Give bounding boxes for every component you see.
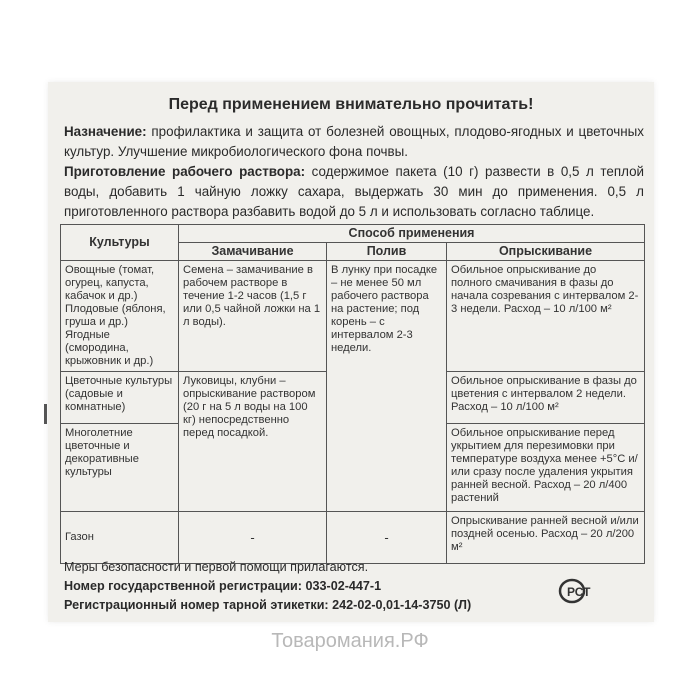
row3-cultures: Многолетние цветочные и декоративные культуры <box>61 424 179 512</box>
header-method: Способ применения <box>179 225 645 243</box>
header-spray: Опрыскивание <box>447 243 645 261</box>
row1-soak: Семена – замачивание в рабочем растворе в течение 1-2 часов (1,5 г или 0,5 чайной ложки на 1 л воды). <box>179 261 327 372</box>
water-cell: В лунку при посадке – не менее 50 мл рабочего раствора на растение; под корень – с интервалом 2-3 недели. <box>327 261 447 512</box>
row4-cultures: Газон <box>61 512 179 564</box>
row4-soak: - <box>179 512 327 564</box>
purpose-text: профилактика и защита от болезней овощных, плодово-ягодных и цветочных культур. Улучшение микробиологического фона почвы. <box>64 124 644 159</box>
intro-text <box>64 122 644 222</box>
row4-spray: Опрыскивание ранней весной и/или поздней осенью. Расход – 20 л/200 м² <box>447 512 645 564</box>
header-soak: Замачивание <box>179 243 327 261</box>
preparation-text: содержимое пакета (10 г) развести в 0,5 л теплой воды, добавить 1 чайную ложку сахара, выдержать 30 мин до применения. 0,5 л приготовленного раствора разбавить водой до 5 л и использовать согласно таблице. <box>64 164 644 219</box>
purpose-label: Назначение: <box>64 124 147 139</box>
label-heading: Перед применением внимательно прочитать! <box>168 96 534 113</box>
row1-cultures: Овощные (томат, огурец, капуста, кабачок и др.) Плодовые (яблоня, груша и др.) Ягодные (смородина, крыжовник и др.) <box>61 261 179 372</box>
rst-logo-text: РСТ <box>567 585 591 599</box>
edge-mark <box>44 404 47 424</box>
row1-spray: Обильное опрыскивание до полного смачивания в фазы до начала созревания с интервалом 2-3 недели. Расход – 10 л/100 м² <box>447 261 645 372</box>
footer <box>64 558 471 615</box>
purpose-paragraph <box>64 122 644 162</box>
tare-label-number: Регистрационный номер тарной этикетки: 242-02-0,01-14-3750 (Л) <box>64 598 472 612</box>
row4-water: - <box>327 512 447 564</box>
product-label <box>48 82 654 622</box>
registration-number: Номер государственной регистрации: 033-02-447-1 <box>64 579 382 593</box>
header-cultures: Культуры <box>61 225 179 261</box>
rst-certification-icon <box>558 578 598 604</box>
preparation-paragraph <box>64 162 644 222</box>
preparation-label: Приготовление рабочего раствора: <box>64 164 306 179</box>
row2-cultures: Цветочные культуры (садовые и комнатные) <box>61 372 179 424</box>
application-table <box>60 224 645 564</box>
row3-spray: Обильное опрыскивание перед укрытием для перезимовки при температуре воздуха менее +5°С и/или сразу после удаления укрытия ранней весной. Расход – 20 л/400 растений <box>447 424 645 512</box>
watermark: Товаромания.РФ <box>271 630 429 652</box>
bulb-cell: Луковицы, клубни – опрыскивание раствором (20 г на 5 л воды на 100 кг) непосредственно перед посадкой. <box>179 372 327 512</box>
safety-note: Меры безопасности и первой помощи прилагаются. <box>64 560 369 574</box>
row2-spray: Обильное опрыскивание в фазы до цветения с интервалом 2 недели. Расход – 10 л/100 м² <box>447 372 645 424</box>
header-water: Полив <box>327 243 447 261</box>
